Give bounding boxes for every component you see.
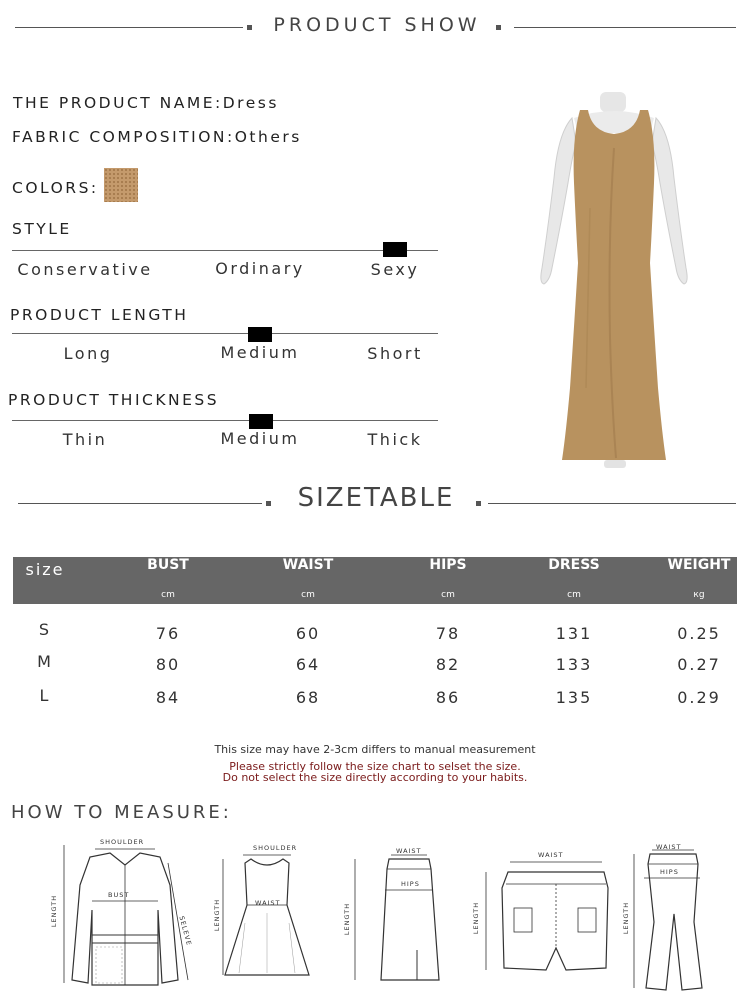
- product-name-value: Dress: [222, 94, 279, 112]
- cell-weight: 0.27: [677, 655, 721, 674]
- length-option-short: Short: [367, 344, 423, 363]
- dress-length-label: LENGTH: [213, 898, 222, 932]
- col-header-size: size: [25, 560, 65, 579]
- thickness-option-thick: Thick: [367, 430, 423, 449]
- cell-dress: 133: [555, 655, 593, 674]
- pants-length-label: LENGTH: [622, 901, 631, 935]
- mannequin-neck: [600, 92, 626, 112]
- cell-bust: 76: [155, 624, 181, 643]
- pants-waist-label: WAIST: [656, 843, 682, 851]
- header-divider-right: [514, 27, 736, 28]
- colors-label: COLORS:: [12, 179, 99, 197]
- col-unit-dress: cm: [567, 590, 581, 600]
- size-table-header: [13, 557, 737, 604]
- col-unit-waist: cm: [301, 590, 315, 600]
- cell-size: L: [39, 686, 51, 705]
- cell-hips: 78: [435, 624, 461, 643]
- col-unit-bust: cm: [161, 590, 175, 600]
- length-option-long: Long: [63, 344, 113, 363]
- cell-waist: 60: [295, 624, 321, 643]
- fabric-row: [12, 128, 302, 146]
- product-name-row: [13, 94, 279, 112]
- style-option-ordinary: Ordinary: [215, 259, 305, 278]
- dress-shoulder-label: SHOULDER: [253, 844, 298, 852]
- thickness-label: PRODUCT THICKNESS: [8, 391, 220, 409]
- pants-measure-figure: [622, 842, 707, 992]
- mannequin-right-arm: [652, 118, 687, 284]
- cell-bust: 80: [155, 655, 181, 674]
- shorts-measure-figure: [474, 848, 614, 978]
- header-bullet-left: [247, 25, 252, 30]
- cell-size: M: [37, 652, 53, 671]
- style-marker: [383, 242, 407, 257]
- header-divider-left: [15, 27, 243, 28]
- pants-hips-label: HIPS: [660, 868, 679, 876]
- table-row: [13, 620, 737, 646]
- cell-size: S: [38, 620, 52, 639]
- style-scale-line: [12, 250, 438, 251]
- product-name-label: THE PRODUCT NAME:: [13, 94, 223, 112]
- cell-waist: 64: [295, 655, 321, 674]
- col-header-weight: WEIGHT: [667, 557, 731, 573]
- thickness-scale-line: [12, 420, 438, 421]
- skirt-length-label: LENGTH: [343, 902, 352, 936]
- jacket-sleeve-label: SELEVE: [177, 915, 194, 947]
- jacket-length-label: LENGTH: [50, 894, 59, 928]
- pants-outline: [622, 842, 707, 992]
- cell-weight: 0.25: [677, 624, 721, 643]
- shorts-outline: [474, 848, 614, 978]
- skirt-outline: [343, 845, 443, 985]
- cell-weight: 0.29: [677, 688, 721, 707]
- dress-measure-figure: [215, 843, 315, 983]
- mannequin-feet: [604, 460, 626, 468]
- sizetable-divider-left: [18, 503, 262, 504]
- cell-bust: 84: [155, 688, 181, 707]
- dress-outline: [215, 843, 315, 983]
- cell-hips: 86: [435, 688, 461, 707]
- dress-waist-label: WAIST: [255, 899, 281, 907]
- col-header-dress: DRESS: [548, 557, 600, 573]
- thickness-option-thin: Thin: [62, 430, 108, 449]
- skirt-hips-label: HIPS: [401, 880, 420, 888]
- skirt-waist-label: WAIST: [396, 847, 422, 855]
- sizetable-divider-right: [488, 503, 736, 504]
- how-to-measure-title: HOW TO MEASURE:: [11, 802, 232, 823]
- length-scale-line: [12, 333, 438, 334]
- skirt-measure-figure: [343, 845, 443, 985]
- mannequin-left-arm: [541, 118, 576, 284]
- jacket-shoulder-label: SHOULDER: [100, 838, 145, 846]
- product-show-title: PRODUCT SHOW: [273, 14, 481, 36]
- style-option-sexy: Sexy: [370, 260, 420, 279]
- cell-waist: 68: [295, 688, 321, 707]
- sizetable-title: SIZETABLE: [297, 483, 455, 513]
- size-note: This size may have 2-3cm differs to manual measurement: [214, 743, 536, 756]
- jacket-bust-label: BUST: [108, 891, 130, 899]
- jacket-measure-figure: [50, 835, 200, 990]
- fabric-label: FABRIC COMPOSITION:: [12, 128, 235, 146]
- col-header-bust: BUST: [147, 557, 189, 573]
- sizetable-bullet-right: [476, 501, 481, 506]
- length-marker: [248, 327, 272, 342]
- thickness-option-medium: Medium: [220, 429, 300, 448]
- product-photo-dress: [530, 88, 700, 473]
- size-warning-1: Please strictly follow the size chart to selset the size.: [229, 760, 521, 773]
- sizetable-bullet-left: [266, 501, 271, 506]
- cell-hips: 82: [435, 655, 461, 674]
- style-option-conservative: Conservative: [17, 260, 153, 279]
- length-option-medium: Medium: [220, 343, 300, 362]
- size-warning-2: Do not select the size directly according to your habits.: [222, 771, 528, 784]
- table-row: [13, 686, 737, 712]
- cell-dress: 131: [555, 624, 593, 643]
- jacket-outline: [50, 835, 200, 990]
- header-bullet-right: [496, 25, 501, 30]
- shorts-length-label: LENGTH: [472, 901, 481, 935]
- length-label: PRODUCT LENGTH: [10, 306, 189, 324]
- cell-dress: 135: [555, 688, 593, 707]
- color-swatch[interactable]: [104, 168, 138, 202]
- table-row: [13, 652, 737, 678]
- col-header-waist: WAIST: [282, 557, 334, 573]
- style-label: STYLE: [12, 220, 72, 238]
- col-unit-weight: кg: [693, 590, 705, 600]
- col-header-hips: HIPS: [429, 557, 467, 573]
- thickness-marker: [249, 414, 273, 429]
- col-unit-hips: cm: [441, 590, 455, 600]
- shorts-waist-label: WAIST: [538, 851, 564, 859]
- fabric-value: Others: [234, 128, 302, 146]
